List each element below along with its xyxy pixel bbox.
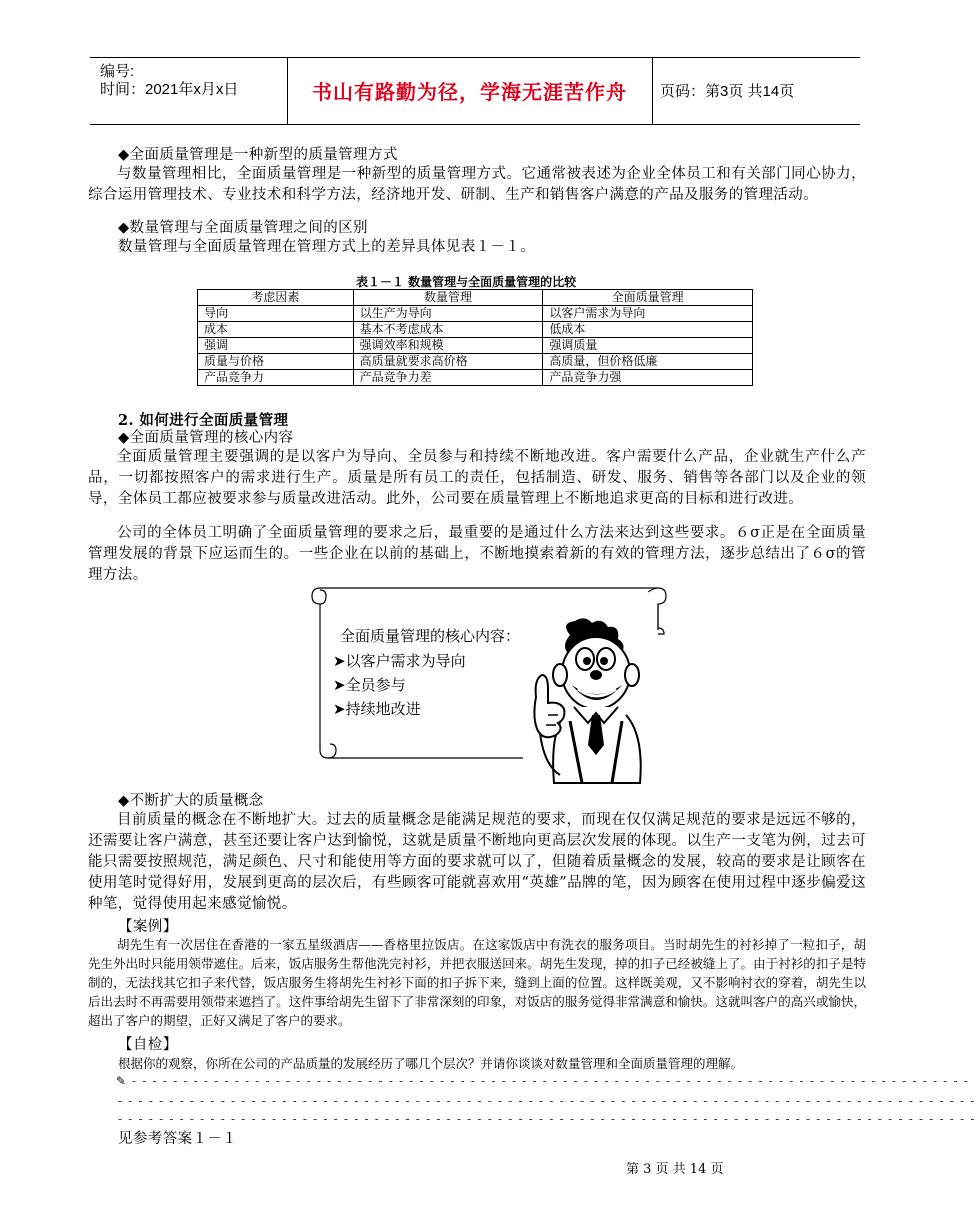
figure-list-item: ➤以客户需求为导向	[333, 652, 466, 670]
section-heading-how-to-tqm: 2. 如何进行全面质量管理	[118, 412, 289, 429]
header-page-number: 页码：第3页 共14页	[660, 83, 795, 100]
selfcheck-label: 【自检】	[118, 1037, 178, 1053]
paragraph-six-sigma: 公司的全体员工明确了全面质量管理的要求之后，最重要的是通过什么方法来达到这些要求。６σ正是在全面质量管理发展的背景下应运而生的。一些企业在以前的基础上，不断地摸索着新的有效的管理方法，逐步总结出了６σ的管理方法。	[88, 525, 866, 583]
figure-list-item-text: 以客户需求为导向	[345, 652, 466, 670]
pencil-icon: ✎	[116, 1074, 127, 1088]
table-header-row	[198, 290, 753, 306]
header-bottom-rule	[90, 124, 860, 125]
figure-title: 全面质量管理的核心内容：	[340, 627, 521, 645]
comparison-table	[197, 289, 753, 386]
table-header-cell: 数量管理	[353, 290, 543, 306]
header-divider-right	[652, 57, 653, 124]
case-label: 【案例】	[118, 919, 178, 935]
table-cell: 基本不考虑成本	[353, 322, 543, 338]
footer-page-number: 第 3 页 共 14 页	[626, 1162, 724, 1177]
table-cell: 产品竞争力差	[353, 370, 543, 386]
figure-list-item: ➤持续地改进	[333, 700, 421, 718]
paragraph-tqm-definition: 与数量管理相比，全面质量管理是一种新型的质量管理方式。它通常被表述为企业全体员工和有关部门同心协力，综合运用管理技术、专业技术和科学方法，经济地开发、研制、生产和销售客户满意的产品及服务的管理活动。	[88, 166, 866, 203]
table-cell: 强调质量	[543, 338, 753, 354]
figure-list-item-text: 全员参与	[345, 676, 406, 694]
table-cell: 成本	[198, 322, 354, 338]
table-row	[198, 306, 753, 322]
table-header-cell: 全面质量管理	[543, 290, 753, 306]
paragraph-table-reference: 数量管理与全面质量管理在管理方式上的差异具体见表１－１。	[118, 239, 536, 255]
table-cell: 以客户需求为导向	[543, 306, 753, 322]
table-cell: 强调	[198, 338, 354, 354]
document-number-label: 编号:	[100, 63, 135, 80]
bullet-tqm-core: ◆全面质量管理的核心内容	[118, 430, 294, 446]
table-cell: 产品竞争力	[198, 370, 354, 386]
table-cell: 强调效率和规模	[353, 338, 543, 354]
table-cell: 质量与价格	[198, 354, 354, 370]
table-row	[198, 370, 753, 386]
figure-list-item: ➤全员参与	[333, 676, 406, 694]
table-cell: 导向	[198, 306, 354, 322]
paragraph-tqm-core: 全面质量管理主要强调的是以客户为导向、全员参与和持续不断地改进。客户需要什么产品，企业就生产什么产品，一切都按照客户的需求进行生产。质量是所有员工的责任，包括制造、研发、服务、销售等各部门以及企业的领导，全体员工都应被要求参与质量改进活动。此外，公司要在质量管理上不断地追求更高的目标和进行改进。	[88, 449, 866, 507]
cartoon-man-illustration	[530, 615, 660, 785]
selfcheck-question: 根据你的观察，你所在公司的产品质量的发展经历了哪几个层次？并请你谈谈对数量管理和全面质量管理的理解。	[118, 1056, 744, 1071]
table-row	[198, 322, 753, 338]
answer-reference: 见参考答案１－１	[118, 1131, 238, 1147]
table-title: 表１－１ 数量管理与全面质量管理的比较	[356, 275, 577, 289]
bullet-expanding-quality: ◆不断扩大的质量概念	[118, 793, 264, 809]
table-cell: 以生产为导向	[353, 306, 543, 322]
answer-line[interactable]: - - - - - - - - - - - - - - - - - - - - - - - - - - - - - - - - - - - - - - - - - - - - - - - - - - - - - - - - - - - - - - - - - - - - - - - - - - - - - - - - - - - -	[118, 1094, 976, 1108]
table-cell: 高质量，但价格低廉	[543, 354, 753, 370]
table-cell: 低成本	[543, 322, 753, 338]
bullet-quantity-vs-quality: ◆数量管理与全面质量管理之间的区别	[118, 220, 368, 236]
bullet-tqm-new-method: ◆全面质量管理是一种新型的质量管理方式	[118, 147, 398, 163]
header-top-rule	[90, 57, 860, 58]
table-cell: 高质量就要求高价格	[353, 354, 543, 370]
table-row	[198, 354, 753, 370]
paragraph-expanding-quality: 目前质量的概念在不断地扩大。过去的质量概念是能满足规范的要求，而现在仅仅满足规范的要求是远远不够的，还需要让客户满意，甚至还要让客户达到愉悦，这就是质量不断地向更高层次发展的体现。以生产一支笔为例，过去可能只需要按照规范，满足颜色、尺寸和能使用等方面的要求就可以了，但随着质量概念的发展，较高的要求是让顾客在使用笔时觉得好用，发展到更高的层次后，有些顾客可能就喜欢用“英雄”品牌的笔，因为顾客在使用过程中逐步偏爱这种笔，觉得使用起来感觉愉悦。	[88, 812, 866, 912]
case-text: 胡先生有一次居住在香港的一家五星级酒店——香格里拉饭店。在这家饭店中有洗衣的服务项目。当时胡先生的衬衫掉了一粒扣子，胡先生外出时只能用领带遮住。后来，饭店服务生帮他洗完衬衫，并把衣服送回来。胡先生发现，掉的扣子已经被缝上了。由于衬衫的扣子是特制的，无法找其它扣子来代替，饭店服务生将胡先生衬衫下面的扣子拆下来，缝到上面的位置。这样既美观，又不影响衬衣的穿着，胡先生以后出去时不再需要用领带来遮挡了。这件事给胡先生留下了非常深刻的印象，对饭店的服务觉得非常满意和愉快。这就叫客户的高兴或愉快，超出了客户的期望，正好又满足了客户的要求。	[88, 937, 866, 1028]
table-cell: 产品竞争力强	[543, 370, 753, 386]
figure-list-item-text: 持续地改进	[345, 700, 421, 718]
table-header-cell: 考虑因素	[198, 290, 354, 306]
table-row	[198, 338, 753, 354]
header-motto: 书山有路勤为径，学海无涯苦作舟	[312, 80, 627, 104]
answer-line[interactable]: - - - - - - - - - - - - - - - - - - - - - - - - - - - - - - - - - - - - - - - - - - - - - - - - - - - - - - - - - - - - - - - - - - - - - - - - - - - - - - - - - -	[132, 1074, 970, 1088]
answer-line[interactable]: - - - - - - - - - - - - - - - - - - - - - - - - - - - - - - - - - - - - - - - - - - - - - - - - - - - - - - - - - - - - - - - - - - - - - - - - - - - - - - - - - - - -	[118, 1112, 976, 1126]
document-date: 时间：2021年x月x日	[100, 81, 239, 98]
